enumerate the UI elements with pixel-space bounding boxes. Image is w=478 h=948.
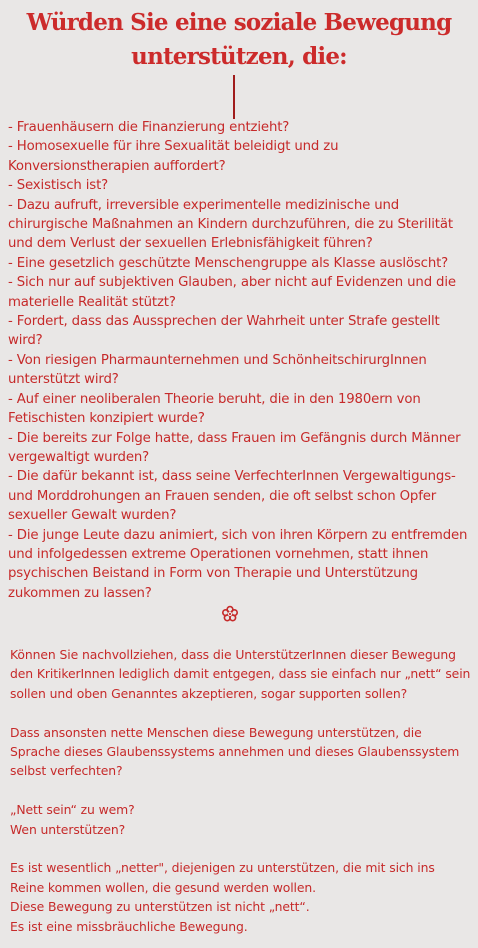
paragraph-3-line-1: „Nett sein“ zu wem? — [10, 802, 135, 818]
paragraph-4-line-1: Es ist wesentlich „netter", diejenigen zu unterstützen, die mit sich ins Reine kommen wollen, die gesund werden wollen. — [10, 860, 435, 895]
list-item: - Homosexuelle für ihre Sexualität beleidigt und zu Konversionstherapien auffordert? — [8, 139, 339, 174]
paragraph-4 — [10, 858, 472, 936]
list-item: - Von riesigen Pharmaunternehmen und SchönheitschirurgInnen unterstützt wird? — [8, 352, 427, 388]
list-item: - Auf einer neoliberalen Theorie beruht, die in den 1980ern von Fetischisten konzipiert wurde? — [8, 391, 421, 427]
list-item: - Fordert, dass das Aussprechen der Wahrheit unter Strafe gestellt wird? — [8, 314, 440, 349]
question-list — [8, 118, 474, 603]
paragraph-2: Dass ansonsten nette Menschen diese Bewegung unterstützen, die Sprache dieses Glaubenssystems annehmen und dieses Glaubenssystem selbst verfechten? — [10, 724, 460, 779]
paragraph-3-line-2: Wen unterstützen? — [10, 821, 126, 837]
body-text — [10, 645, 472, 936]
paragraph-4-line-2: Diese Bewegung zu unterstützen ist nicht „nett“. — [10, 899, 310, 915]
list-item: - Eine gesetzlich geschützte Menschengruppe als Klasse auslöscht? — [8, 255, 449, 271]
list-item: - Sexistisch ist? — [8, 178, 109, 194]
paragraph-3 — [10, 800, 472, 839]
page-title — [0, 6, 478, 74]
paragraph-1: Können Sie nachvollziehen, dass die UnterstützerInnen dieser Bewegung den KritikerInnen lediglich damit entgegen, dass sie einfach nur „nett“ sein sollen und oben Genanntes akzeptieren, sogar supporten sollen? — [10, 647, 471, 701]
list-item: - Dazu aufruft, irreversible experimentelle medizinische und chirurgische Maßnahmen an Kindern durchzuführen, die zu Sterilität und dem Verlust der sexuellen Erlebnisfähigkeit führen? — [8, 197, 453, 252]
title-line-1: Würden Sie eine soziale Bewegung — [26, 9, 452, 36]
list-item: - Frauenhäusern die Finanzierung entzieht? — [8, 120, 290, 135]
flower-icon — [221, 605, 239, 623]
list-item: - Die dafür bekannt ist, dass seine VerfechterInnen Vergewaltigungs- und Morddrohungen an Frauen senden, die oft selbst schon Opfer sexueller Gewalt wurden? — [8, 469, 456, 524]
list-item: - Die junge Leute dazu animiert, sich von ihren Körpern zu entfremden und infolgedessen extreme Operationen vornehmen, statt ihnen psychischen Beistand in Form von Therapie und Unterstützung zukommen zu lassen? — [8, 527, 468, 601]
list-item: - Sich nur auf subjektiven Glauben, aber nicht auf Evidenzen und die materielle Realität stützt? — [8, 275, 456, 310]
paragraph-4-line-3: Es ist eine missbräuchliche Bewegung. — [10, 918, 248, 934]
vertical-divider — [233, 75, 235, 119]
list-item: - Die bereits zur Folge hatte, dass Frauen im Gefängnis durch Männer vergewaltigt wurden? — [8, 430, 461, 465]
title-line-2: unterstützen, die: — [131, 43, 347, 70]
